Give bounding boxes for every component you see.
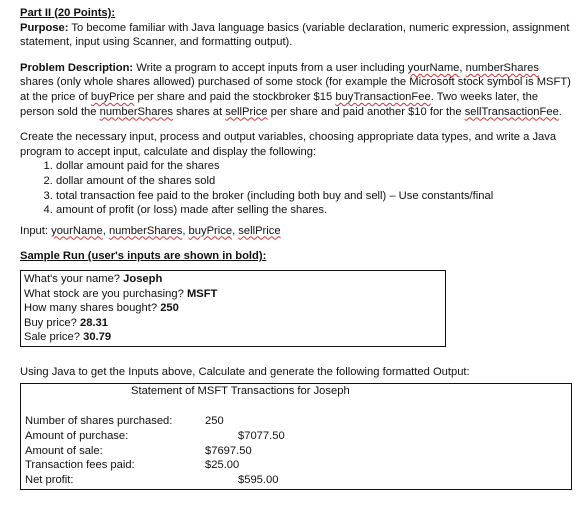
sample-prompt: How many shares bought? (24, 302, 161, 315)
problem-text-5: . Two weeks later, the person sold the (20, 90, 539, 118)
create-text: Create the necessary input, process and output variables, choosing appropriate data types, and write a Java program to accept input, calculate and display the following: (20, 131, 557, 158)
problem-text-6: shares at (173, 105, 226, 118)
sample-prompt: What's your name? (24, 272, 124, 285)
output-value: 250 (205, 415, 224, 428)
problem-text-2: , (459, 61, 466, 74)
output-intro: Using Java to get the Inputs above, Calculate and generate the following formatted Output: (20, 365, 470, 378)
problem-text-4: per share and paid the stockbroker $15 (134, 90, 336, 103)
var-yourname: yourName (407, 61, 460, 74)
input-var-yourname: yourName (51, 224, 103, 237)
var-sellprice: sellPrice (225, 105, 268, 118)
input-var-numbershares: numberShares (108, 224, 183, 237)
part-title: Part II (20 Points): (20, 7, 116, 19)
part-header-block (20, 6, 572, 50)
sample-line (24, 301, 442, 316)
problem-label: Problem Description: (20, 61, 134, 74)
sample-answer: 28.31 (79, 316, 108, 329)
sample-answer: 250 (160, 302, 179, 315)
problem-text-8: . (558, 105, 562, 118)
sample-run-heading: Sample Run (user's inputs are shown in bold): (20, 250, 267, 263)
output-value: $7077.50 (238, 430, 285, 443)
list-item: 2. dollar amount of the shares sold (56, 174, 572, 189)
input-sep: , (182, 224, 189, 237)
input-line (20, 224, 572, 239)
purpose-text: To become familiar with Java language basics (variable declaration, numeric expression, assignment statement, input using Scanner, and formatting output). (20, 21, 570, 49)
output-value: $7697.50 (205, 444, 252, 457)
var-numbershares: numberShares (465, 61, 539, 74)
var-buyprice: buyPrice (90, 90, 135, 103)
purpose-label: Purpose: (20, 21, 69, 34)
sample-line (24, 272, 442, 287)
sample-line (24, 316, 442, 331)
requirements-list (20, 159, 572, 217)
output-label: Amount of purchase: (25, 430, 129, 443)
sample-line (24, 330, 442, 345)
problem-paragraph (20, 61, 572, 119)
problem-description (20, 61, 572, 119)
sample-prompt: Sale price? (24, 331, 84, 344)
output-label: Amount of sale: (25, 444, 103, 457)
list-item: 4. amount of profit (or loss) made after selling the shares. (56, 203, 572, 218)
problem-text-7: per share and paid another $10 for the (267, 105, 465, 118)
input-var-buyprice: buyPrice (188, 224, 233, 237)
output-value: $25.00 (205, 459, 240, 472)
input-sep: , (232, 224, 239, 237)
input-label: Input: (20, 224, 52, 237)
input-sep: , (102, 224, 109, 237)
output-title: Statement of MSFT Transactions for Joseph (131, 385, 350, 398)
list-item: 3. total transaction fee paid to the broker (including both buy and sell) – Use constants/final (56, 189, 572, 204)
sample-line (24, 287, 442, 302)
assignment-document (20, 6, 572, 490)
output-value: $595.00 (238, 473, 279, 486)
output-label: Transaction fees paid: (25, 459, 135, 472)
sample-answer: Joseph (123, 272, 163, 285)
output-label: Net profit: (25, 473, 74, 486)
problem-text-1: Write a program to accept inputs from a user including (136, 61, 408, 74)
sample-answer: MSFT (186, 287, 218, 300)
var-selltransactionfee: sellTransactionFee (464, 105, 559, 118)
requirements-block (20, 130, 572, 218)
sample-answer: 30.79 (83, 331, 112, 344)
sample-prompt: What stock are you purchasing? (24, 287, 187, 300)
sample-prompt: Buy price? (24, 316, 80, 329)
sample-run-box (20, 270, 446, 347)
list-item: 1. dollar amount paid for the shares (56, 159, 572, 174)
problem-text-3: shares (only whole shares allowed) purchased of some stock (for example the Microsoft stock symbol is MSFT) at the price of (20, 76, 571, 103)
input-var-sellprice: sellPrice (238, 224, 281, 237)
purpose-paragraph (20, 21, 572, 50)
output-box (20, 383, 572, 490)
var-numbershares-2: numberShares (99, 105, 173, 118)
output-label: Number of shares purchased: (25, 415, 173, 428)
var-buytransactionfee: buyTransactionFee (335, 90, 431, 103)
